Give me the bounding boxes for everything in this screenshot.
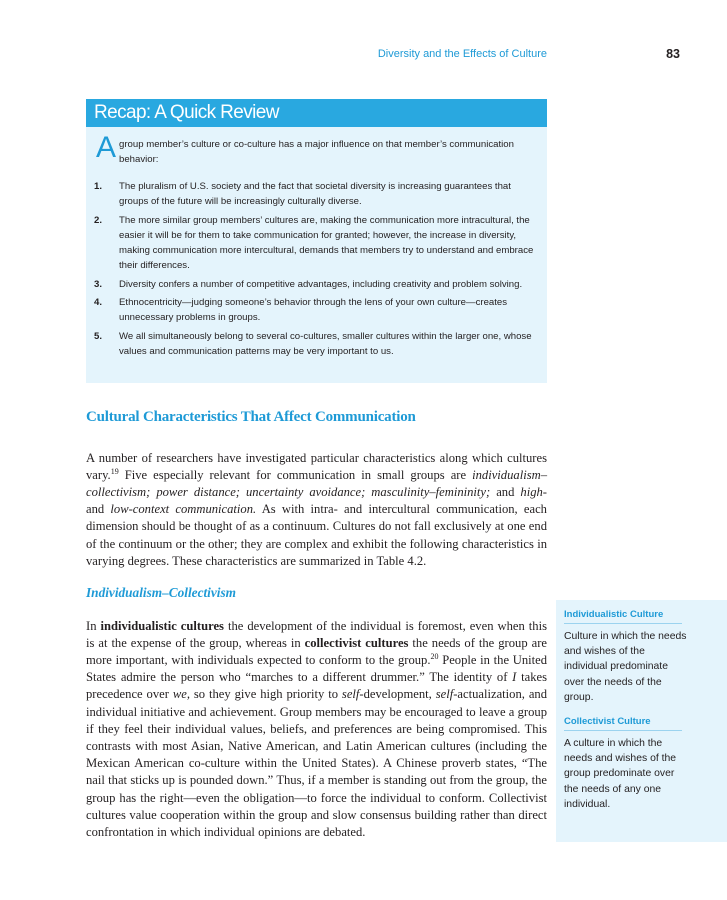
key-term: collectivist cultures: [304, 635, 409, 650]
text-run: and: [490, 485, 521, 499]
recap-item-number: 4.: [94, 297, 103, 309]
subsection-heading: Individualism–Collectivism: [86, 585, 236, 600]
text-run: so they give high priority to: [189, 687, 342, 702]
glossary-definition: A culture in which the needs and wishes of the group predominate over the needs of any one individual.: [564, 738, 677, 810]
recap-item-number: 1.: [94, 181, 103, 192]
footnote-ref: 20: [430, 651, 439, 661]
glossary-rule: [564, 730, 682, 731]
recap-item: [94, 179, 540, 210]
text-run: the needs of the group are more important, with individuals expected to conform to the group.: [86, 635, 547, 667]
dimension-list: individualism–collectivism; power distance; uncertainty avoidance; masculinity–femininity;: [86, 467, 547, 499]
running-head: Diversity and the Effects of Culture: [377, 48, 547, 60]
text-run: As with intra- and intercultural communication, each dimension should be thought of as a continuum. Cultures do not fall exclusively at one end of the continuum or the other; they are complex and exhibit the following characteristics in varying degrees. These characteristics are summarized in Table 4.2.: [86, 502, 547, 568]
text-run: development,: [363, 687, 436, 702]
glossary-term: Collectivist Culture: [564, 716, 651, 728]
footnote-ref: 19: [110, 466, 119, 476]
text-run: A number of researchers have investigated particular characteristics along which cultures vary.: [86, 450, 547, 482]
text-run: actualization, and individual initiative and achievement. Group members may be encouraged to leave a group if they feel their individual values, beliefs, and preferences are being compromised. This contrasts with most Asian, Native American, and Latin American cultures (including the Mexican American co-culture within the United States). A Chinese proverb states, “The nail that sticks up is pounded down.” Thus, if a member is standing out from the group, the group has the right—even the obligation—to force the individual to conform. Collectivist cultures value cooperation within the group and slow consensus building rather than direct confrontation in which individual opinions are debated.: [86, 687, 548, 840]
body-paragraph: [86, 618, 547, 842]
recap-item-text: The pluralism of U.S. society and the fact that societal diversity is increasing guarantees that groups of the future will be increasingly culturally diverse.: [119, 181, 511, 208]
recap-item-number: 3.: [94, 278, 103, 290]
text-run: Five especially relevant for communication in small groups are: [118, 467, 473, 482]
recap-item: [94, 295, 540, 326]
text-run: People in the United States admire the person who “marches to a different drummer.” The identity of: [86, 653, 548, 685]
recap-intro-text: group member’s culture or co-culture has a major influence on that member’s communication behavior:: [119, 139, 514, 165]
glossary-definition: Culture in which the needs and wishes of the individual predominate over the needs of the group.: [564, 631, 687, 703]
recap-title: Recap: A Quick Review: [86, 99, 547, 127]
recap-item-text: We all simultaneously belong to several co-cultures, smaller cultures within the larger one, whose values and communication patterns may be very important to us.: [119, 330, 532, 357]
text-run: In: [86, 618, 101, 633]
recap-item: [94, 329, 540, 360]
recap-list: [94, 179, 540, 362]
glossary-rule: [564, 623, 682, 624]
recap-item-number: 2.: [94, 214, 103, 226]
recap-item: [94, 213, 540, 274]
margin-glossary: [556, 600, 727, 842]
text-run: the development of the individual is foremost, even when this is at the expense of the group, whereas in: [86, 618, 547, 650]
drop-cap: A: [96, 131, 117, 164]
recap-intro: [96, 131, 536, 167]
emphasis: self-: [341, 687, 364, 702]
recap-item-number: 5.: [94, 330, 103, 342]
recap-item: [94, 277, 540, 292]
body-paragraph: [86, 450, 547, 570]
recap-item-text: Ethnocentricity—judging someone’s behavior through the lens of your own culture—creates unnecessary problems in groups.: [119, 297, 508, 324]
section-heading: Cultural Characteristics That Affect Communication: [86, 409, 416, 425]
recap-item-text: Diversity confers a number of competitive advantages, including creativity and problem solving.: [119, 278, 523, 290]
term-high: high-: [520, 485, 547, 499]
recap-box: [86, 99, 547, 383]
recap-item-text: The more similar group members’ cultures are, making the communication more intracultural, the easier it will be for them to take communication for granted; however, the increase in diversity, making communication more intercultural, demands that members try to understand and embrace their differences.: [119, 214, 534, 272]
key-term: individualistic cultures: [100, 618, 224, 633]
glossary-term: Individualistic Culture: [564, 609, 664, 620]
emphasis: we,: [172, 687, 190, 702]
text-run: takes precedence over: [86, 670, 547, 702]
emphasis: self-: [435, 687, 458, 702]
term-low-context: low-context communication.: [110, 502, 257, 517]
page-number: 83: [666, 47, 680, 61]
emphasis: I: [512, 670, 517, 685]
text-run: and: [86, 502, 111, 517]
